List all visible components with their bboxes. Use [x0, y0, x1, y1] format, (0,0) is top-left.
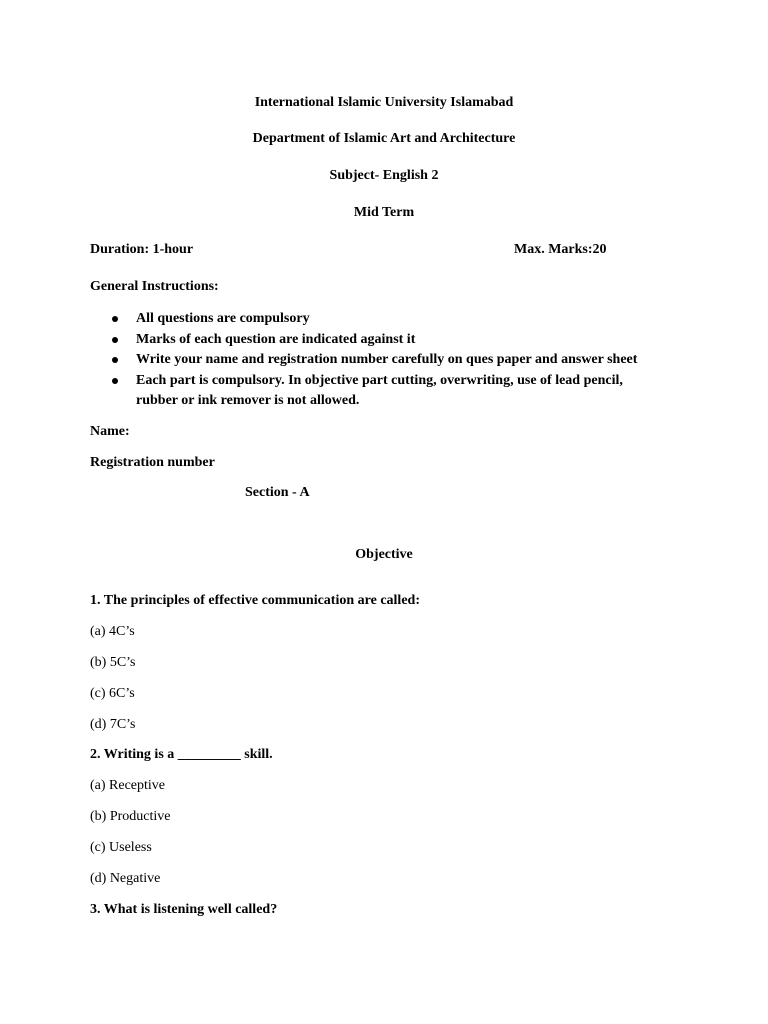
- max-marks-text: Max. Marks:20: [514, 242, 607, 257]
- answer-option: (b) Productive: [90, 809, 171, 824]
- instructions-heading: General Instructions:: [90, 279, 219, 294]
- question-text: 2. Writing is a _________ skill.: [90, 747, 273, 762]
- answer-option: (c) Useless: [90, 840, 152, 855]
- question-text: 3. What is listening well called?: [90, 902, 278, 917]
- instruction-item: Each part is compulsory. In objective part cutting, overwriting, use of lead pencil, rubber or ink remover is not allowed.: [90, 371, 710, 412]
- university-title: International Islamic University Islamabad: [254, 95, 514, 110]
- section-subtitle: Objective: [355, 547, 413, 562]
- department-title: Department of Islamic Art and Architecture: [252, 131, 516, 146]
- instruction-item: Marks of each question are indicated against it: [90, 330, 710, 351]
- answer-option: (a) 4C’s: [90, 624, 135, 639]
- bullet-icon: [112, 337, 118, 343]
- instructions-list: [90, 309, 710, 412]
- duration-text: Duration: 1-hour: [90, 242, 194, 257]
- term-title: Mid Term: [353, 205, 415, 220]
- answer-option: (c) 6C’s: [90, 686, 135, 701]
- section-title: Section - A: [245, 485, 310, 500]
- instruction-item: All questions are compulsory: [90, 309, 710, 330]
- instruction-item: Write your name and registration number carefully on ques paper and answer sheet: [90, 350, 710, 371]
- bullet-icon: [112, 378, 118, 384]
- answer-option: (b) 5C’s: [90, 655, 136, 670]
- question-text: 1. The principles of effective communication are called:: [90, 593, 420, 608]
- bullet-icon: [112, 357, 118, 363]
- answer-option: (a) Receptive: [90, 778, 166, 793]
- registration-label: Registration number: [90, 455, 215, 470]
- answer-option: (d) Negative: [90, 871, 161, 886]
- bullet-icon: [112, 316, 118, 322]
- name-label: Name:: [90, 424, 130, 439]
- answer-option: (d) 7C’s: [90, 717, 136, 732]
- subject-title: Subject- English 2: [329, 168, 439, 183]
